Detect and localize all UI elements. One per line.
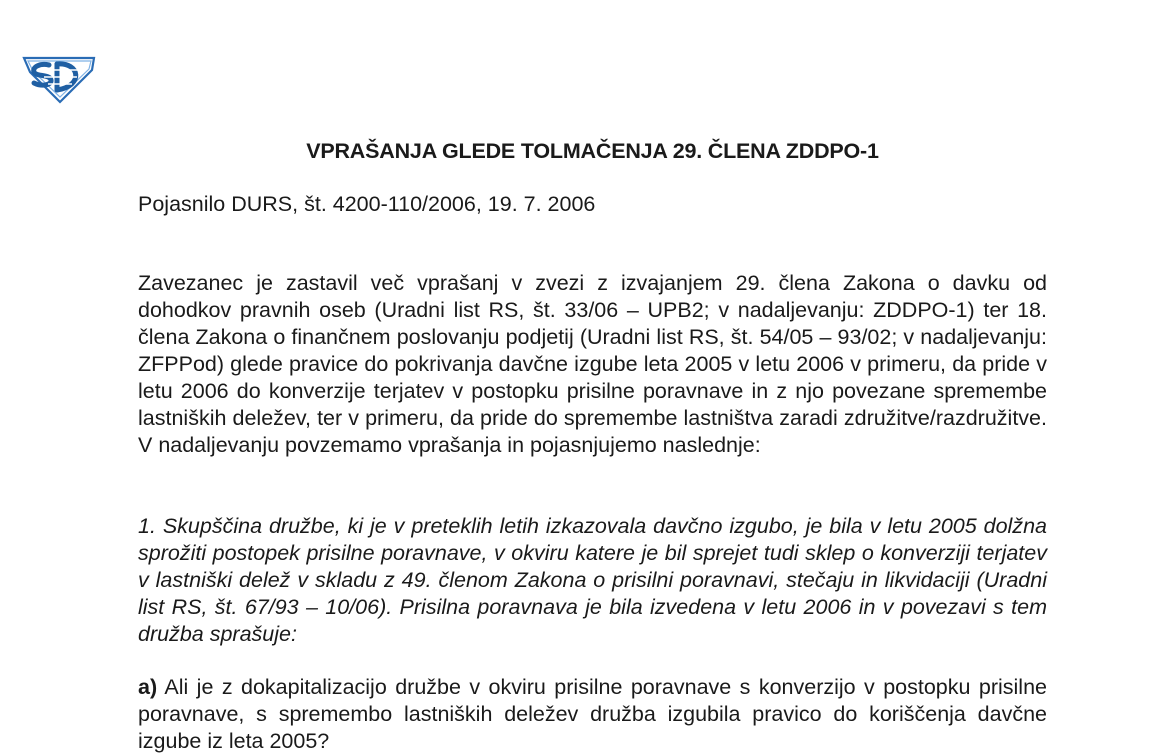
question-1: 1. Skupščina družbe, ki je v preteklih letih izkazovala davčno izgubo, je bila v letu 2005 dolžna sprožiti postopek prisilne poravnave, v okviru katere je bil sprejet tudi sklep o konverziji terjatev v lastniški delež v skladu z 49. členom Zakona o prisilni poravnavi, stečaju in likvidaciji (Uradni list RS, št. 67/93 – 10/06). Prisilna poravnava je bila izvedena v letu 2006 in v povezavi s tem družba sprašuje: <box>138 514 1047 646</box>
document-title: VPRAŠANJA GLEDE TOLMAČENJA 29. ČLENA ZDDPO-1 <box>306 139 879 163</box>
intro-paragraph: Zavezanec je zastavil več vprašanj v zvezi z izvajanjem 29. člena Zakona o davku od dohodkov pravnih oseb (Uradni list RS, št. 33/06 – UPB2; v nadaljevanju: ZDDPO-1) ter 18. člena Zakona o finančnem poslovanju podjetij (Uradni list RS, št. 54/05 – 93/02; v nadaljevanju: ZFPPod) glede pravice do pokrivanja davčne izgube leta 2005 v letu 2006 v primeru, da pride v letu 2006 do konverzije terjatev v postopku prisilne poravnave in z njo povezane spremembe lastniških deležev, ter v primeru, da pride do spremembe lastništva zaradi združitve/razdružitve. V nadaljevanju povzemamo vprašanja in pojasnjujemo naslednje: <box>138 271 1047 457</box>
question-1a-text: Ali je z dokapitalizacijo družbe v okviru prisilne poravnave s konverzijo v postopku prisilne poravnave, s spremembo lastniških deležev družba izgubila pravico do koriščenja davčne izgube iz leta 2005? <box>138 675 1047 753</box>
company-logo-icon <box>22 50 96 104</box>
document-reference: Pojasnilo DURS, št. 4200-110/2006, 19. 7. 2006 <box>138 192 596 216</box>
question-1a-label: a) <box>138 675 158 699</box>
